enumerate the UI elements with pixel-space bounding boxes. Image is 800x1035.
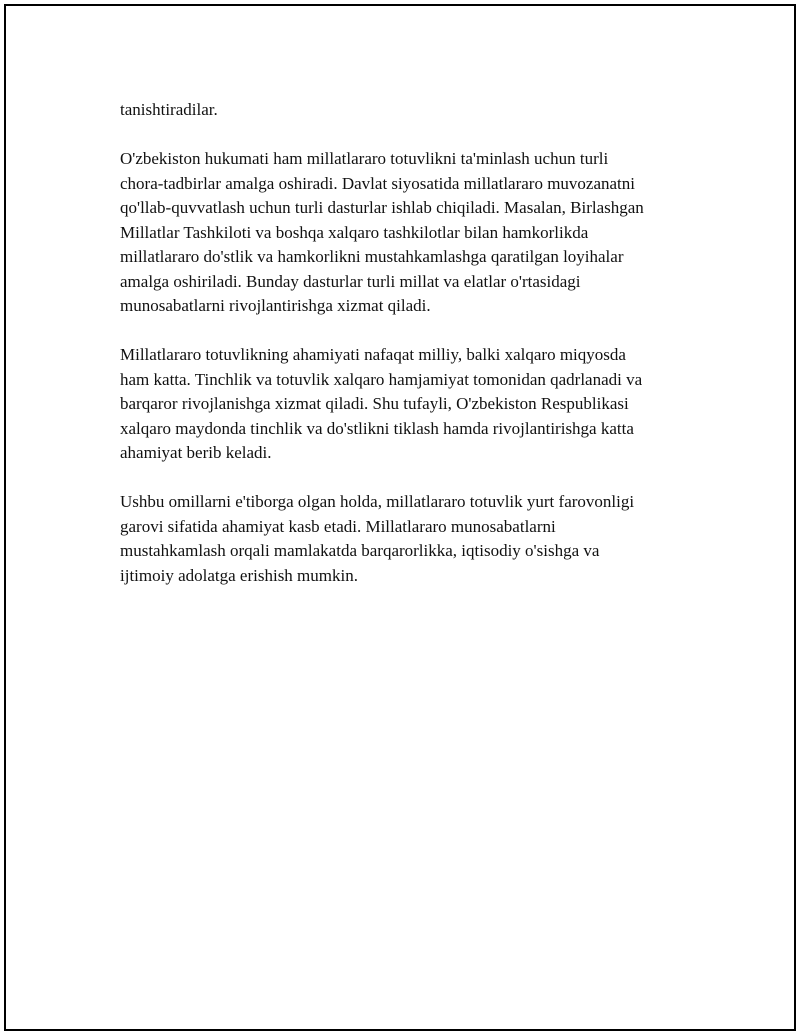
text-line: Ushbu omillarni e'tiborga olgan holda, millatlararo totuvlik yurt farovonligi (120, 492, 635, 511)
text-line: ahamiyat berib keladi. (120, 443, 272, 462)
text-line: Millatlar Tashkiloti va boshqa xalqaro tashkilotlar bilan hamkorlikda (120, 222, 589, 242)
document-page (4, 4, 796, 1031)
paragraph-2 (120, 147, 700, 319)
paragraph-4 (120, 490, 700, 588)
text-line: tanishtiradilar. (120, 100, 218, 119)
text-line: ham katta. Tinchlik va totuvlik xalqaro hamjamiyat tomonidan qadrlanadi va (120, 369, 643, 389)
paragraph-1 (120, 98, 700, 123)
text-line: qo'llab-quvvatlash uchun turli dasturlar ishlab chiqiladi. Masalan, Birlashgan (120, 198, 644, 217)
text-line: Millatlararo totuvlikning ahamiyati nafaqat milliy, balki xalqaro miqyosda (120, 345, 626, 364)
text-line: millatlararo do'stlik va hamkorlikni mustahkamlashga qaratilgan loyihalar (120, 247, 624, 266)
paragraph-3 (120, 343, 700, 466)
text-line: barqaror rivojlanishga xizmat qiladi. Shu tufayli, O'zbekiston Respublikasi (120, 394, 629, 413)
text-line: ijtimoiy adolatga erishish mumkin. (120, 565, 358, 585)
text-line: O'zbekiston hukumati ham millatlararo totuvlikni ta'minlash uchun turli (120, 149, 609, 168)
text-line: chora-tadbirlar amalga oshiradi. Davlat siyosatida millatlararo muvozanatni (120, 173, 636, 193)
text-line: mustahkamlash orqali mamlakatda barqarorlikka, iqtisodiy o'sishga va (120, 541, 600, 560)
document-body (120, 98, 700, 613)
text-line: garovi sifatida ahamiyat kasb etadi. Millatlararo munosabatlarni (120, 516, 556, 536)
text-line: munosabatlarni rivojlantirishga xizmat qiladi. (120, 296, 431, 315)
text-line: xalqaro maydonda tinchlik va do'stlikni tiklash hamda rivojlantirishga katta (120, 418, 634, 438)
text-line: amalga oshiriladi. Bunday dasturlar turli millat va elatlar o'rtasidagi (120, 271, 581, 291)
